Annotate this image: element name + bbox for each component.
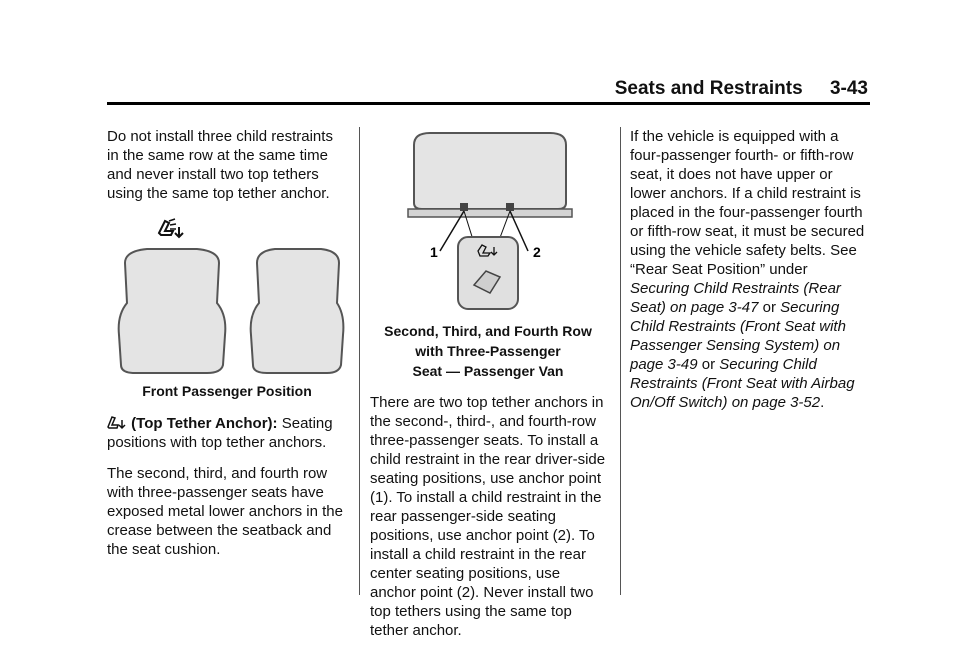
three-passenger-seat-figure [370,125,606,315]
anchor-point-2-icon [506,203,514,211]
lower-anchors-paragraph: The second, third, and fourth row with three-passenger seats have exposed metal lower anchors in the crease between the seatback and the seat cushion. [107,465,343,558]
column-divider-2 [620,127,621,595]
anchor-point-1-icon [460,203,468,211]
page-header [600,78,868,100]
figure-caption [370,321,606,381]
body-text: or [758,299,781,316]
caption-line: with Three-Passenger [415,343,561,359]
page-number: 3-43 [829,78,868,99]
cross-reference-link[interactable]: Securing Child Restraints (Rear Seat) on page 3-47 [630,280,841,316]
rear-bench-seat [408,133,572,217]
term-text: Seating positions with top tether anchors. [107,415,333,451]
body-text: or [697,356,720,373]
anchor-label-1: 1 [430,244,438,260]
section-title: Seats and Restraints [614,78,803,99]
intro-paragraph: Do not install three child restraints in the same row at the same time and never install two top tethers using the same top tether anchor. [107,128,333,202]
body-text: If the vehicle is equipped with a four-passenger fourth- or fifth-row seat, it does not have upper or lower anchors. If a child restraint is placed in the four-passenger fourth or fifth-row seat, it must be secured using the vehicle safety belts. See “Rear Seat Position” under [630,128,865,278]
cross-reference-link[interactable]: Securing Child Restraints (Front Seat with Airbag On/Off Switch) on page 3-52 [630,356,855,411]
caption-line: Seat — Passenger Van [412,363,564,379]
tether-symbol-icon [159,219,183,237]
column-1 [107,127,347,571]
four-passenger-seat-paragraph [630,127,870,412]
top-tether-anchor-icon [107,413,127,431]
front-passenger-seats-figure [107,215,347,375]
column-divider-1 [359,127,360,595]
column-2 [370,127,606,652]
front-seat-right [251,249,344,373]
caption-line: Second, Third, and Fourth Row [384,323,592,339]
figure-caption: Front Passenger Position [142,383,312,399]
anchor-label-2: 2 [533,244,541,260]
anchor-detail-inset [458,237,518,309]
column-3 [630,127,870,424]
body-text: . [820,394,825,411]
front-seat-left [119,249,226,373]
term-label: (Top Tether Anchor): [131,415,278,432]
tether-anchors-paragraph: There are two top tether anchors in the second-, third-, and fourth-row three-passenger seats. To install a child restraint in the rear driver-side seating positions, use anchor point (1). To install a child restraint in the rear passenger-side seating positions, use anchor point (2). To install a child restraint in the rear center seating positions, use anchor point (2). Never install two top tethers using the same top tether anchor. [370,394,606,639]
tether-anchor-paragraph [107,413,347,452]
header-rule [107,102,870,105]
cross-reference-link[interactable]: Securing Child Restraints (Front Seat with Passenger Sensing System) on page 3-49 [630,299,846,373]
